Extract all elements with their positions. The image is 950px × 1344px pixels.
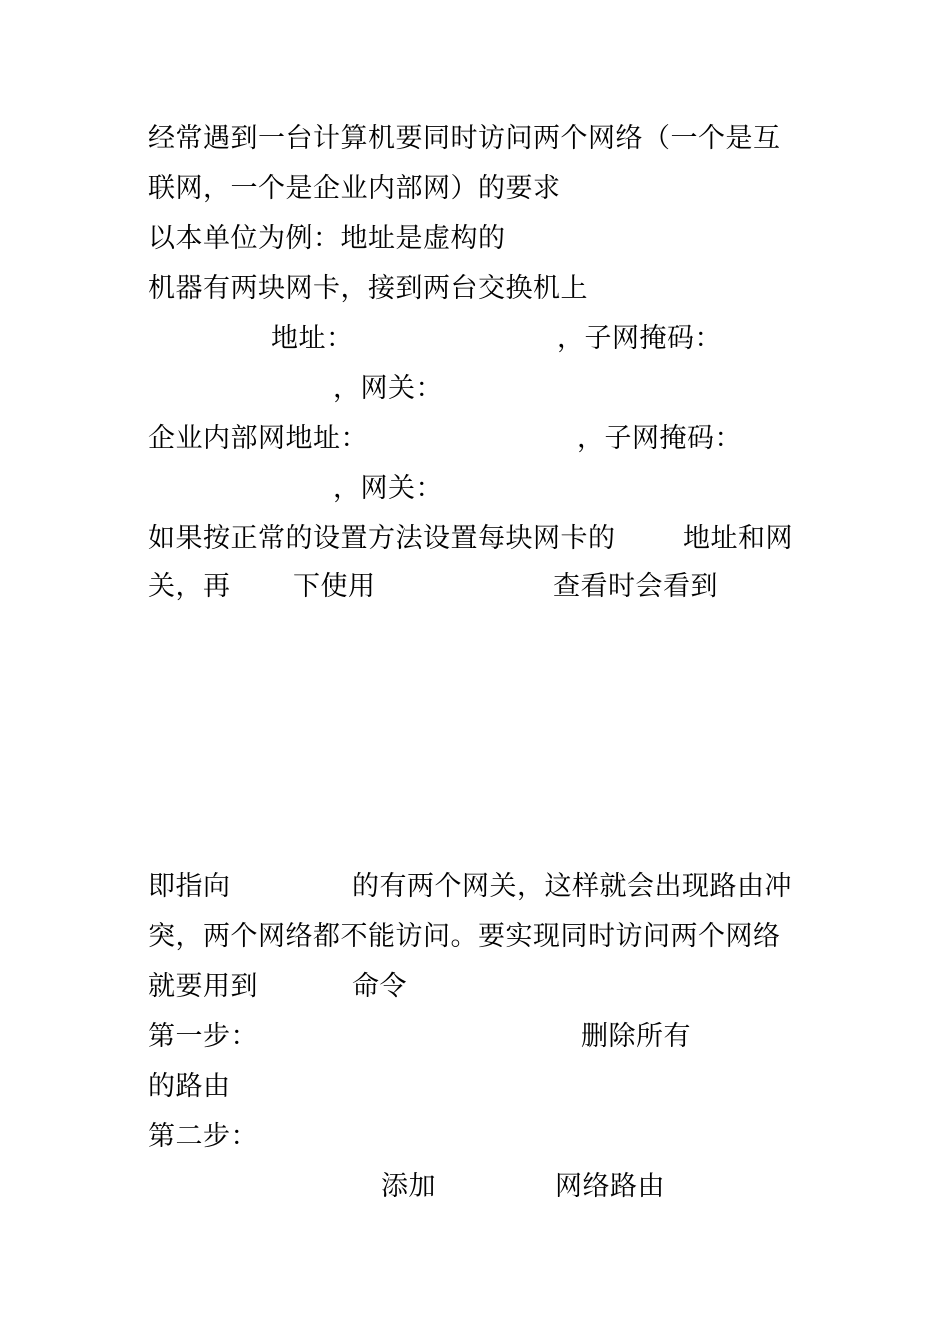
intranet-gateway-label: ，网关： — [333, 473, 443, 504]
text-line: 联网，一个是企业内部网）的要求 — [148, 173, 561, 204]
text-line: 以本单位为例：地址是虚构的 — [148, 223, 506, 254]
step1-label: 第一步： — [148, 1021, 258, 1052]
intranet-address-label: 企业内部网地址： — [148, 423, 368, 454]
step1-desc: 删除所有 — [581, 1021, 691, 1052]
text-line: 如果按正常的设置方法设置每块网卡的 — [148, 523, 616, 554]
text-line: 关，再 — [148, 571, 231, 602]
internet-mask-label: ，子网掩码： — [557, 323, 722, 354]
intranet-mask-label: ，子网掩码： — [577, 423, 742, 454]
text-line: 机器有两块网卡，接到两台交换机上 — [148, 273, 588, 304]
text-line: 查看时会看到 — [553, 571, 718, 602]
text-line: 命令 — [352, 971, 407, 1002]
text-line: 突，两个网络都不能访问。要实现同时访问两个网络 — [148, 921, 781, 952]
text-line: 即指向 — [148, 871, 231, 902]
step2-label: 第二步： — [148, 1121, 258, 1152]
text-line: 下使用 — [293, 571, 376, 602]
text-line: 地址和网 — [683, 523, 793, 554]
internet-address-label: 地址： — [271, 323, 354, 354]
text-line: 就要用到 — [148, 971, 258, 1002]
step2-desc-route: 网络路由 — [555, 1171, 665, 1202]
text-line: 的有两个网关，这样就会出现路由冲 — [352, 871, 792, 902]
internet-gateway-label: ，网关： — [333, 373, 443, 404]
step2-desc-add: 添加 — [381, 1171, 436, 1202]
step1-desc-cont: 的路由 — [148, 1071, 231, 1102]
text-line: 经常遇到一台计算机要同时访问两个网络（一个是互 — [148, 123, 781, 154]
